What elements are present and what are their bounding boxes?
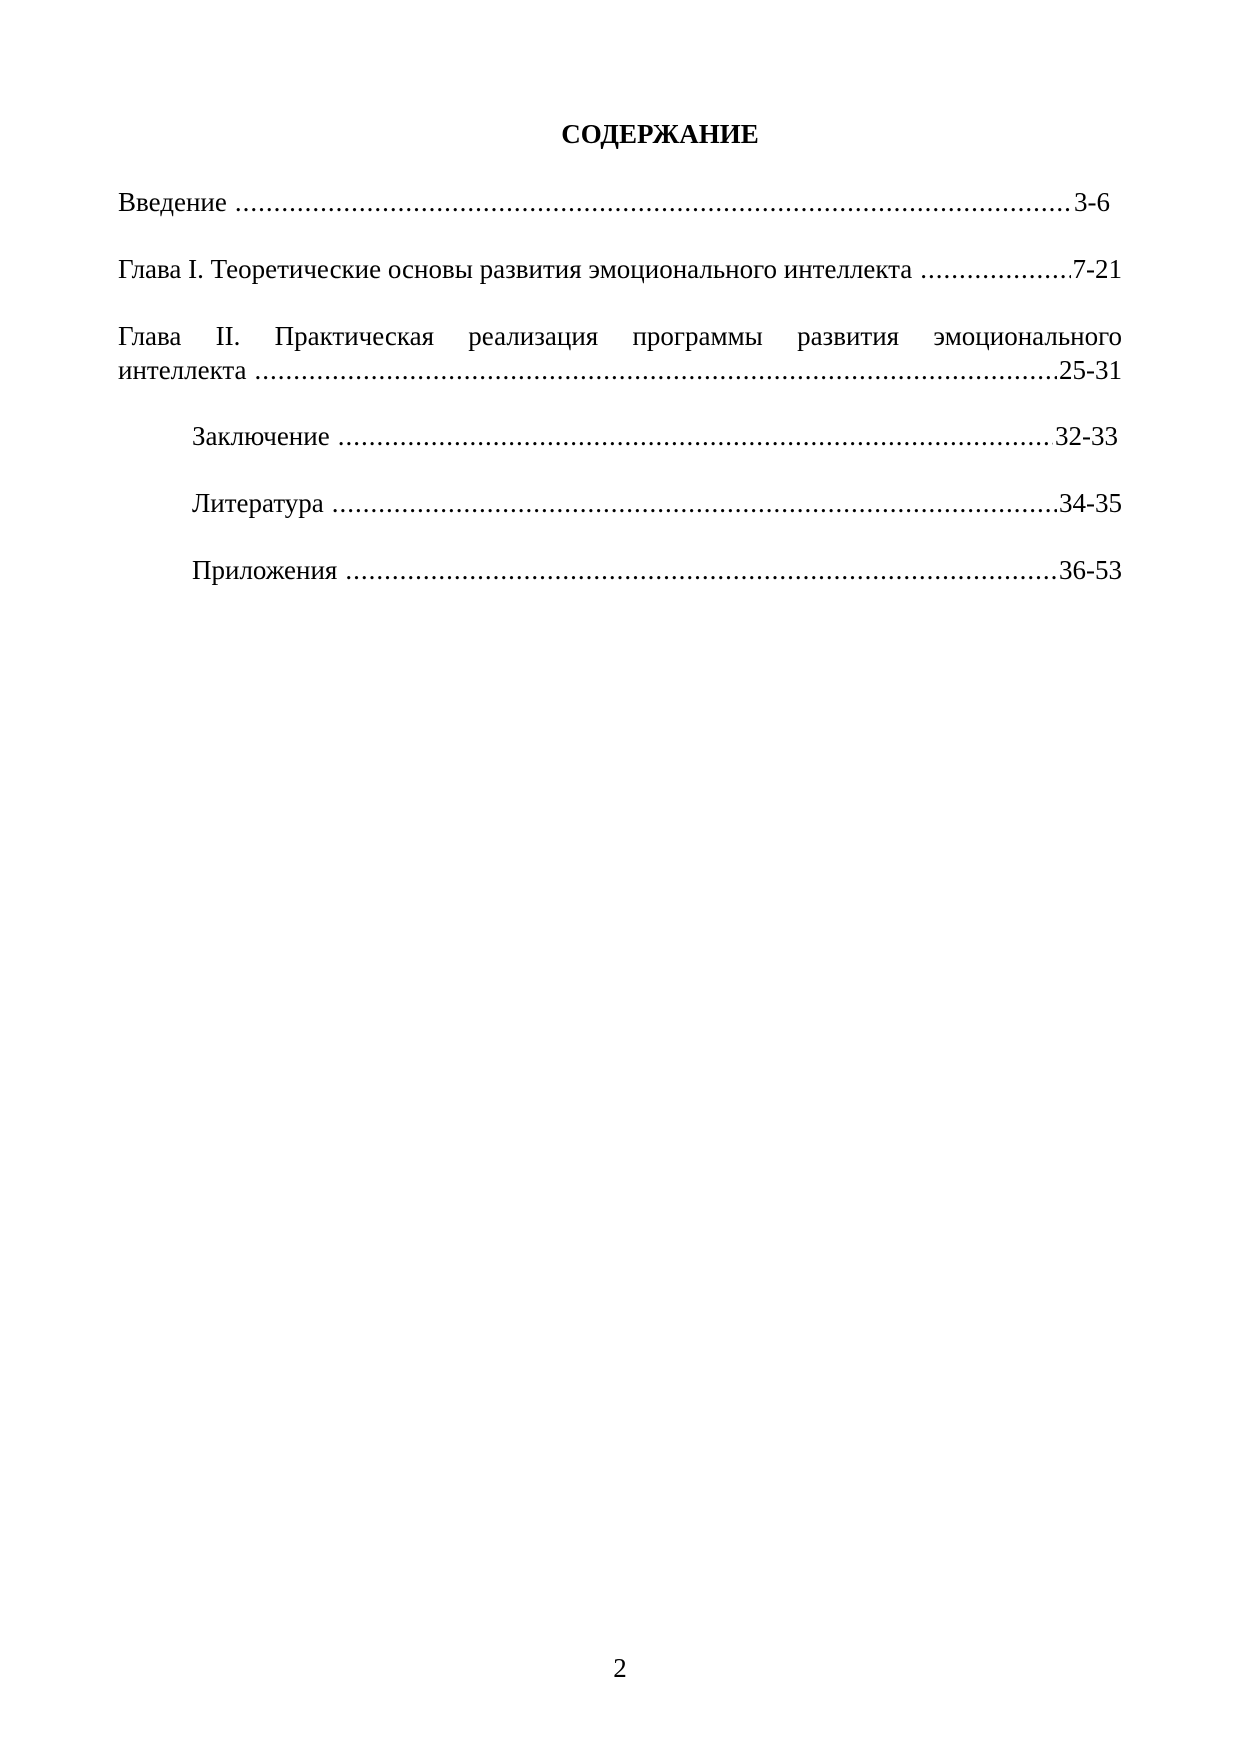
toc-entry-chapter-2-line-1: Глава II. Практическая реализация программы развития эмоционального	[118, 321, 1122, 351]
toc-entry-conclusion	[192, 420, 1118, 452]
toc-entry-pages: 7-21	[1072, 254, 1122, 284]
toc-entry-pages: 36-53	[1059, 555, 1122, 585]
toc-entry-label: Приложения	[192, 555, 338, 585]
toc-entry-pages: 3-6	[1074, 187, 1110, 217]
toc-entry-label: интеллекта	[118, 355, 247, 385]
toc-leader-dots	[235, 186, 1072, 218]
toc-entry-pages: 34-35	[1059, 488, 1122, 518]
toc-entry-chapter-2	[118, 354, 1122, 386]
page-number: 2	[613, 1653, 627, 1683]
toc-entry-pages: 25-31	[1059, 355, 1122, 385]
toc-entry-pages: 32-33	[1055, 421, 1118, 451]
toc-entry-label: Литература	[192, 488, 324, 518]
toc-entry-literature	[192, 487, 1122, 519]
toc-entry-appendices	[192, 554, 1122, 586]
toc-leader-dots	[332, 487, 1057, 519]
toc-entry-label: Заключение	[192, 421, 330, 451]
toc-leader-dots	[345, 554, 1057, 586]
toc-entry-label: Введение	[118, 187, 227, 217]
page-title: СОДЕРЖАНИЕ	[561, 119, 759, 149]
toc-entry-label: Глава I. Теоретические основы развития эмоционального интеллекта	[118, 254, 913, 284]
toc-entry-chapter-1	[118, 253, 1122, 285]
toc-leader-dots	[338, 420, 1053, 452]
toc-leader-dots	[255, 354, 1058, 386]
toc-entry-introduction	[118, 186, 1110, 218]
toc-leader-dots	[920, 253, 1070, 285]
